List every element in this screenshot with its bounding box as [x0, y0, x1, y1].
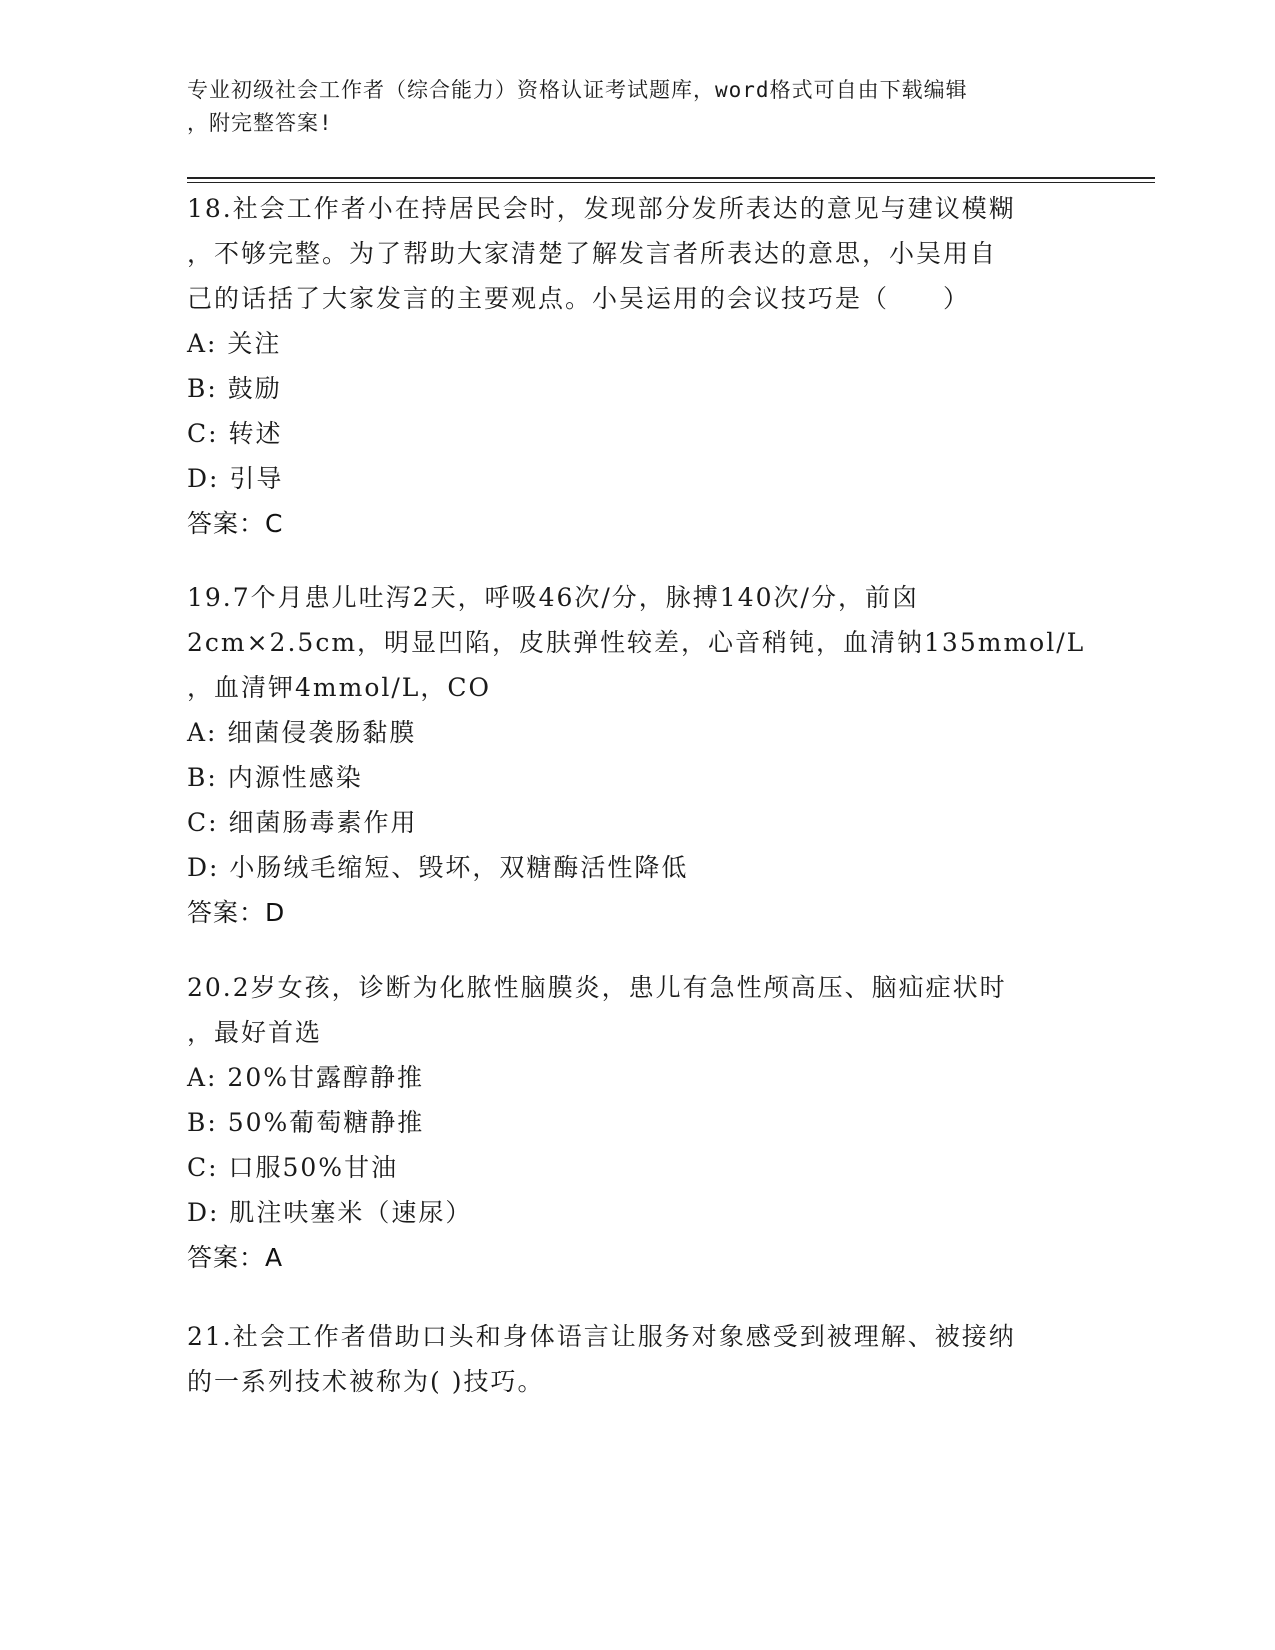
question-20 — [187, 965, 1087, 1280]
question-text-line: 19.7个月患儿吐泻2天，呼吸46次/分，脉搏140次/分，前囟 — [187, 583, 919, 612]
question-text-line: ，不够完整。为了帮助大家清楚了解发言者所表达的意思，小吴用自 — [187, 239, 998, 268]
question-19 — [187, 575, 1087, 935]
option-c: C: 细菌肠毒素作用 — [187, 808, 418, 837]
document-header — [187, 74, 1067, 140]
option-a: A: 关注 — [187, 329, 282, 358]
option-c: C: 转述 — [187, 419, 283, 448]
option-d: D: 引导 — [187, 464, 284, 493]
question-text-line: 21.社会工作者借助口头和身体语言让服务对象感受到被理解、被接纳 — [187, 1322, 1016, 1351]
option-b: B: 鼓励 — [187, 374, 282, 403]
question-text-line: 20.2岁女孩，诊断为化脓性脑膜炎，患儿有急性颅高压、脑疝症状时 — [187, 973, 1007, 1002]
header-title-continuation: ，附完整答案! — [187, 111, 333, 135]
question-text-line: 己的话括了大家发言的主要观点。小吴运用的会议技巧是（ ） — [187, 284, 971, 313]
header-rule-thin — [187, 182, 1155, 183]
option-a: A: 20%甘露醇静推 — [187, 1063, 424, 1092]
header-rule-thick — [187, 177, 1155, 179]
question-text-line: 18.社会工作者小在持居民会时，发现部分发所表达的意见与建议模糊 — [187, 194, 1016, 223]
question-18 — [187, 186, 1087, 546]
question-21 — [187, 1314, 1087, 1404]
question-text-line: 的一系列技术被称为( )技巧。 — [187, 1367, 545, 1396]
answer-label: 答案：A — [187, 1243, 284, 1272]
header-title-line: 专业初级社会工作者（综合能力）资格认证考试题库，word格式可自由下载编辑 — [187, 78, 968, 102]
option-d: D: 小肠绒毛缩短、毁坏，双糖酶活性降低 — [187, 853, 689, 882]
option-c: C: 口服50%甘油 — [187, 1153, 399, 1182]
option-d: D: 肌注呋塞米（速尿） — [187, 1198, 473, 1227]
option-a: A: 细菌侵袭肠黏膜 — [187, 718, 417, 747]
option-b: B: 50%葡萄糖静推 — [187, 1108, 425, 1137]
answer-label: 答案：D — [187, 898, 286, 927]
answer-label: 答案：C — [187, 509, 284, 538]
question-text-line: 2cm×2.5cm，明显凹陷，皮肤弹性较差，心音稍钝，血清钠135mmol/L — [187, 628, 1086, 657]
question-text-line: ，最好首选 — [187, 1018, 323, 1047]
question-text-line: ，血清钾4mmol/L，CO — [187, 673, 492, 702]
option-b: B: 内源性感染 — [187, 763, 363, 792]
